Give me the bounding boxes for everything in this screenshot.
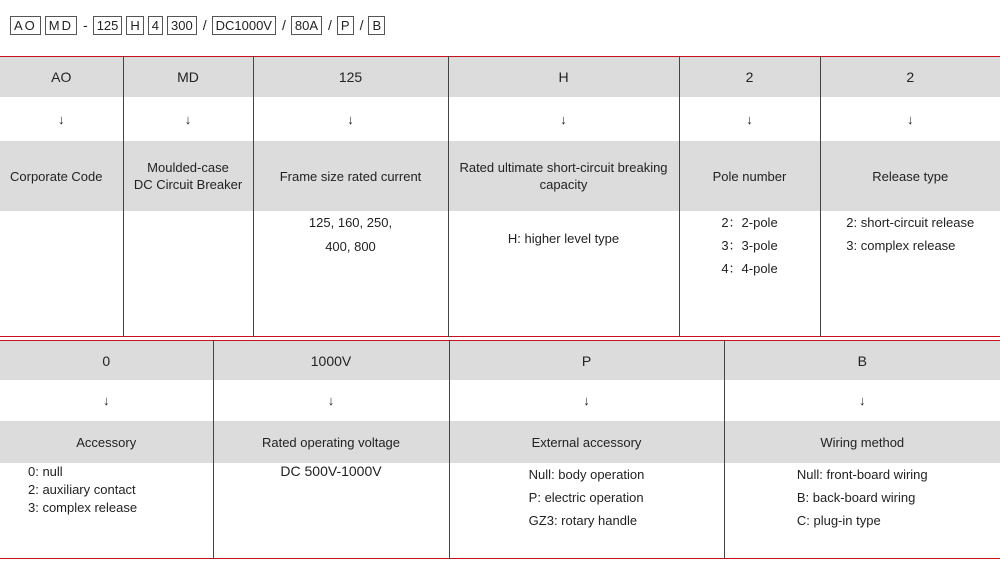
value-line: 3: complex release xyxy=(846,238,956,253)
value-line: 3: complex release xyxy=(28,500,138,515)
code-box-frame: 125 xyxy=(93,16,123,35)
value-line: 3：3-pole xyxy=(721,238,778,253)
code-box-corporate: AO xyxy=(10,16,41,35)
value-line: 400, 800 xyxy=(325,239,376,254)
down-arrow-icon: ↓ xyxy=(123,97,253,141)
code-separator: - xyxy=(83,17,88,33)
desc-operating-voltage: Rated operating voltage xyxy=(213,421,449,463)
value-line: C: plug-in type xyxy=(796,513,881,528)
header-cell: 2 xyxy=(679,57,820,98)
desc-line: Rated ultimate short-circuit breaking xyxy=(459,160,668,175)
down-arrow-icon: ↓ xyxy=(449,380,724,421)
values-voltage xyxy=(213,463,449,559)
value-line: Null: front-board wiring xyxy=(796,467,928,482)
values-poles xyxy=(679,211,820,337)
header-cell: P xyxy=(449,341,724,381)
header-cell: 2 xyxy=(820,57,1000,98)
value-line: H: higher level type xyxy=(507,231,620,246)
code-separator: / xyxy=(359,17,364,33)
values-release xyxy=(820,211,1000,337)
description-row xyxy=(0,141,1000,211)
down-arrow-icon: ↓ xyxy=(679,97,820,141)
value-line: GZ3: rotary handle xyxy=(528,513,638,528)
value-line: 2: short-circuit release xyxy=(846,215,975,230)
desc-accessory: Accessory xyxy=(0,421,213,463)
desc-breaking-capacity xyxy=(448,141,679,211)
desc-external-accessory: External accessory xyxy=(449,421,724,463)
value-line: 4：4-pole xyxy=(721,261,778,276)
value-line: DC 500V-1000V xyxy=(280,463,382,479)
header-cell: 125 xyxy=(253,57,448,98)
down-arrow-icon: ↓ xyxy=(0,97,123,141)
code-separator: / xyxy=(328,17,332,33)
code-box-wiring: B xyxy=(368,16,385,35)
arrow-row xyxy=(0,97,1000,141)
header-cell: B xyxy=(724,341,1000,381)
values-corporate xyxy=(0,211,123,337)
down-arrow-icon: ↓ xyxy=(0,380,213,421)
values-wiring xyxy=(724,463,1000,559)
header-cell: H xyxy=(448,57,679,98)
table-header-row xyxy=(0,341,1000,381)
desc-corporate-code: Corporate Code xyxy=(0,141,123,211)
desc-line: Moulded-case xyxy=(147,160,229,175)
arrow-row xyxy=(0,380,1000,421)
desc-pole-number: Pole number xyxy=(679,141,820,211)
values-breaker xyxy=(123,211,253,337)
header-cell: 0 xyxy=(0,341,213,381)
value-line: 0: null xyxy=(28,464,63,479)
down-arrow-icon: ↓ xyxy=(448,97,679,141)
header-cell: MD xyxy=(123,57,253,98)
table-header-row xyxy=(0,57,1000,98)
desc-line: DC Circuit Breaker xyxy=(133,177,243,192)
desc-line: capacity xyxy=(539,177,588,192)
values-frame xyxy=(253,211,448,337)
header-cell: 1000V xyxy=(213,341,449,381)
values-row xyxy=(0,211,1000,337)
code-box-accessory: P xyxy=(337,16,354,35)
down-arrow-icon: ↓ xyxy=(253,97,448,141)
desc-release-type: Release type xyxy=(820,141,1000,211)
code-separator: / xyxy=(202,17,207,33)
values-capacity xyxy=(448,211,679,337)
desc-breaker-type xyxy=(123,141,253,211)
header-cell: AO xyxy=(0,57,123,98)
value-line: 2：2-pole xyxy=(721,215,778,230)
value-line: P: electric operation xyxy=(528,490,644,505)
spec-table-2 xyxy=(0,340,1000,559)
code-box-rated: 80A xyxy=(291,16,322,35)
down-arrow-icon: ↓ xyxy=(213,380,449,421)
value-line: B: back-board wiring xyxy=(796,490,916,505)
value-line: Null: body operation xyxy=(528,467,645,482)
description-row xyxy=(0,421,1000,463)
values-row xyxy=(0,463,1000,559)
model-code-line xyxy=(10,14,389,36)
code-box-type: MD xyxy=(45,16,77,35)
down-arrow-icon: ↓ xyxy=(724,380,1000,421)
spec-table-1 xyxy=(0,56,1000,337)
code-box-current: 300 xyxy=(167,16,197,35)
desc-frame-size: Frame size rated current xyxy=(253,141,448,211)
code-box-capacity: H xyxy=(126,16,143,35)
code-box-voltage: DC1000V xyxy=(212,16,276,35)
code-box-poles: 4 xyxy=(148,16,163,35)
values-accessory xyxy=(0,463,213,559)
value-line: 125, 160, 250, xyxy=(308,215,393,230)
down-arrow-icon: ↓ xyxy=(820,97,1000,141)
desc-wiring-method: Wiring method xyxy=(724,421,1000,463)
value-line: 2: auxiliary contact xyxy=(28,482,136,497)
values-external xyxy=(449,463,724,559)
code-separator: / xyxy=(281,17,286,33)
